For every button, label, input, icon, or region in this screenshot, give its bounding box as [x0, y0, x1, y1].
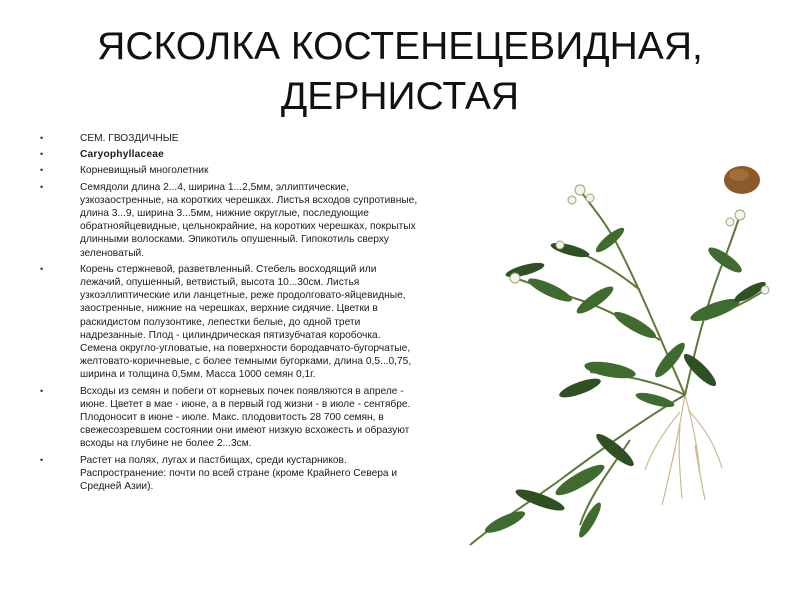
bullet-marker: • — [40, 385, 44, 396]
bullet-item-latin-family — [40, 148, 420, 161]
leaves — [483, 225, 769, 540]
bullet-item-family — [40, 132, 420, 145]
bullet-text: Корневищный многолетник — [80, 165, 209, 177]
bullet-text: Caryophyllaceae — [80, 149, 164, 161]
bullet-text: СЕМ. ГВОЗДИЧНЫЕ — [80, 133, 179, 144]
bullet-item-lifeform — [40, 164, 420, 177]
slide-title — [0, 22, 800, 122]
bullet-text: Растет на полях, лугах и пастбищах, среди кустарников. Распространение: почти по всей стране (кроме Крайнего Севера и Средней Азии). — [80, 454, 398, 493]
bullet-item-habitat — [40, 454, 420, 494]
bullet-item-seedlings — [40, 181, 420, 260]
bullet-text: Семядоли длина 2...4, ширина 1...2,5мм, эллиптические, узкозаостренные, на коротких черешках. Листья всходов супротивные, длина 3...9, ширина 3...5мм, нижние округлые, последующие обратнояйцевидные, цельнокрайние, на коротких черешках, покрытых длинными волосками. Эпикотиль опушенный. Гипокотиль сверху зеленоватый. — [80, 181, 418, 259]
title-line-1: ЯСКОЛКА КОСТЕНЕЦЕВИДНАЯ, — [97, 25, 703, 68]
bullet-item-phenology — [40, 385, 420, 451]
title-line-2: ДЕРНИСТАЯ — [280, 75, 520, 118]
bullet-marker: • — [40, 181, 44, 192]
seed-illustration — [724, 166, 760, 194]
bullet-item-morphology — [40, 263, 420, 382]
bullet-text: Корень стержневой, разветвленный. Стебель восходящий или лежачий, опушенный, ветвистый, высота 10...30см. Листья узкоэллиптические или ланцетные, реже продолговато-яйцевидные, заостренные, нижние на черешках, верхние сидячие. Цветки в раскидистом полузонтике, лепестки белые, до одной трети надрезанные. Плод - цилиндрическая пятизубчатая коробочка. Семена округло-угловатые, на поверхности бородавчато-бугорчатые, желтовато-коричневые, с более темными бугорками, длина 0,5...0,75, ширина и толщина 0,5мм. Масса 1000 семян 0,1г. — [80, 263, 412, 381]
bullet-marker: • — [40, 454, 44, 465]
bullet-text: Всходы из семян и побеги от корневых почек появляются в апреле - июне. Цветет в мае - июне, а в первый год жизни - в июле - сентябре. Плодоносит в июне - июле. Макс. плодовитость 28 700 семян, в свежесозревшем состоянии они имеют низкую всхожесть и образуют всходы на глубине не более 2...3см. — [80, 385, 411, 450]
plant-illustration — [430, 150, 770, 570]
bullet-list — [40, 132, 420, 496]
bullet-marker: • — [40, 149, 44, 160]
bullet-marker: • — [40, 263, 44, 274]
flowers — [510, 185, 769, 294]
bullet-marker: • — [40, 165, 44, 176]
bullet-marker: • — [40, 133, 44, 143]
